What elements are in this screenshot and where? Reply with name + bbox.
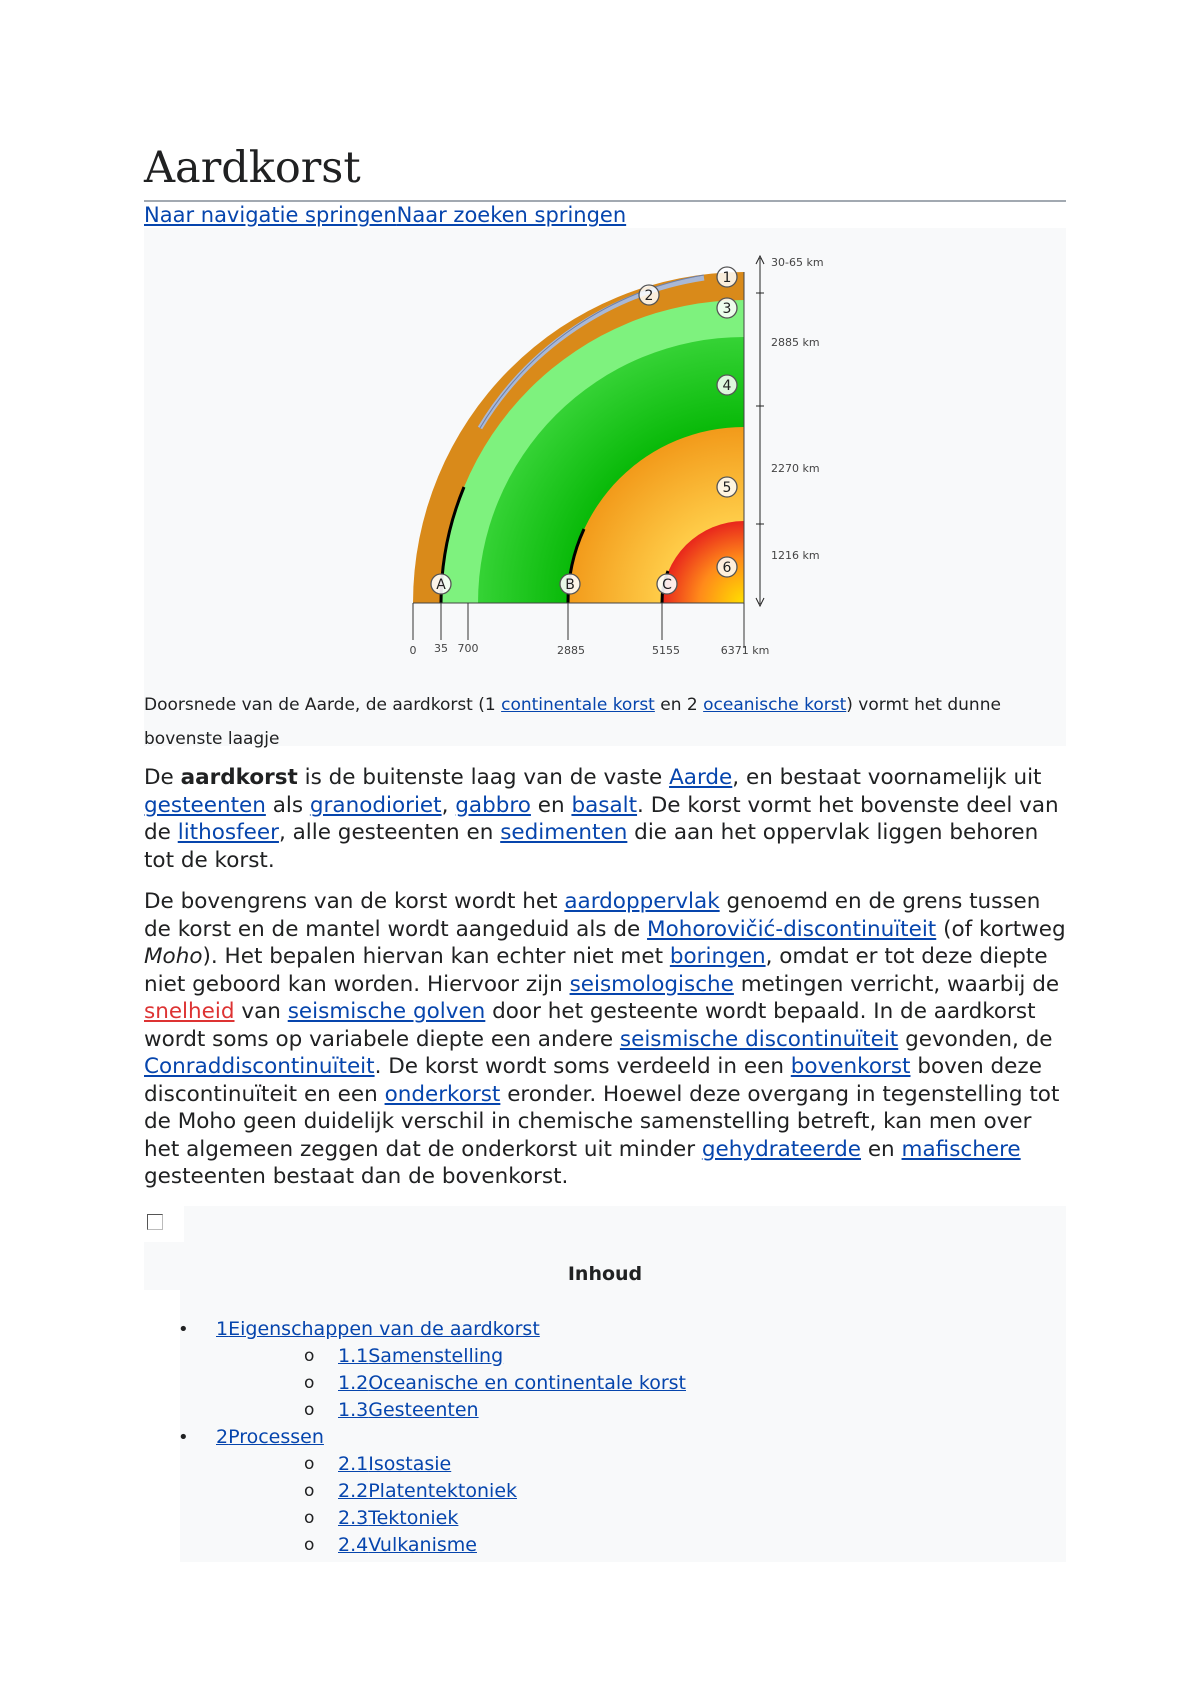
layer-marker-5 xyxy=(717,477,737,497)
table-of-contents xyxy=(144,1206,1066,1562)
jump-to-search-link[interactable]: Naar zoeken springen xyxy=(396,203,627,227)
page-title: Aardkorst xyxy=(144,138,1066,202)
svg-text:6: 6 xyxy=(722,560,732,576)
layer-marker-4 xyxy=(717,375,737,395)
figure-caption: Doorsnede van de Aarde, de aardkorst (1 continentale korst en 2 oceanische korst) vormt het dunne bovenste laagje xyxy=(144,695,1001,749)
toc-item-2-2[interactable]: o 2.2Platentektoniek xyxy=(304,1480,518,1502)
svg-text:A: A xyxy=(436,577,446,593)
link-aardoppervlak[interactable]: aardoppervlak xyxy=(564,889,720,914)
toc-item-2-3[interactable]: o 2.3Tektoniek xyxy=(304,1507,459,1529)
boundary-marker-b xyxy=(560,574,580,594)
link-aarde[interactable]: Aarde xyxy=(669,765,733,790)
svg-text:2: 2 xyxy=(644,288,654,304)
depth-tick-35: 35 xyxy=(434,642,448,655)
link-gehydrateerde[interactable]: gehydrateerde xyxy=(701,1136,861,1162)
link-lithosfeer[interactable]: lithosfeer xyxy=(177,820,279,845)
thickness-label-mantle: 2885 km xyxy=(771,336,820,349)
link-granodioriet[interactable]: granodioriet xyxy=(309,792,442,818)
link-oceanische-korst[interactable]: oceanische korst xyxy=(703,695,847,715)
link-bovenkorst[interactable]: bovenkorst xyxy=(790,1054,911,1079)
layer-marker-6 xyxy=(717,557,737,577)
boundary-marker-a xyxy=(431,574,451,594)
layer-marker-3 xyxy=(717,298,737,318)
toc-item-1-1[interactable]: o 1.1Samenstelling xyxy=(304,1345,504,1367)
toc-item-2-1[interactable]: o 2.1Isostasie xyxy=(304,1453,452,1475)
link-continentale-korst[interactable]: continentale korst xyxy=(501,695,655,715)
toc-item-2-4[interactable]: o 2.4Vulkanisme xyxy=(304,1534,477,1556)
thickness-label-crust: 30-65 km xyxy=(771,256,824,269)
depth-tick-700: 700 xyxy=(457,642,479,655)
toc-item-1-3[interactable]: o 1.3Gesteenten xyxy=(304,1399,479,1421)
toc-item-1[interactable]: • 1Eigenschappen van de aardkorst xyxy=(178,1318,540,1340)
jump-links xyxy=(144,202,626,228)
svg-text:5: 5 xyxy=(722,480,732,496)
layer-marker-1 xyxy=(717,267,737,287)
depth-tick-5155: 5155 xyxy=(652,644,680,657)
toc-title: Inhoud xyxy=(567,1263,643,1285)
svg-text:3: 3 xyxy=(722,301,732,317)
depth-tick-lines xyxy=(413,603,744,640)
paragraph-boundaries: De bovengrens van de korst wordt het aardoppervlak genoemd en de grens tussen de korst en de mantel wordt aangeduid als de Mohorovičić-discontinuïteit (of kortweg Moho). Het bepalen hiervan kan echter niet met boringen, omdat er tot deze diepte niet geboord kan worden. Hiervoor zijn seismologische metingen verricht, waarbij de snelheid van seismische golven door het gesteente wordt bepaald. In de aardkorst wordt soms op variabele diepte een andere seismische discontinuïteit gevonden, de Conraddiscontinuïteit. De korst wordt soms verdeeld in een bovenkorst boven deze discontinuïteit en een onderkorst eronder. Hoewel deze overgang in tegenstelling tot de Moho geen duidelijk verschil in chemische samenstelling betreft, kan men over het algemeen zeggen dat de onderkorst uit minder gehydrateerde en mafischere gesteenten bestaat dan de bovenkorst. xyxy=(144,889,1066,1189)
link-gabbro[interactable]: gabbro xyxy=(455,792,531,818)
link-snelheid[interactable]: snelheid xyxy=(144,999,235,1024)
layer-marker-2 xyxy=(639,285,659,305)
link-conraddiscontinuiteit[interactable]: Conraddiscontinuïteit xyxy=(144,1054,375,1079)
svg-text:C: C xyxy=(662,577,672,593)
link-basalt[interactable]: basalt xyxy=(571,792,638,818)
paragraph-intro: De aardkorst is de buitenste laag van de vaste Aarde, en bestaat voornamelijk uit gesteenten als granodioriet, gabbro en basalt. De korst vormt het bovenste deel van de lithosfeer, alle gesteenten en sedimenten die aan het oppervlak liggen behoren tot de korst. xyxy=(144,765,1059,873)
link-seismologische[interactable]: seismologische xyxy=(569,971,734,997)
boundary-marker-c xyxy=(657,574,677,594)
link-seismische-discontinuiteit[interactable]: seismische discontinuïteit xyxy=(619,1026,899,1052)
link-moho[interactable]: Mohorovičić-discontinuïteit xyxy=(647,916,937,942)
svg-text:1: 1 xyxy=(722,270,732,286)
link-mafischere[interactable]: mafischere xyxy=(901,1136,1021,1162)
link-sedimenten[interactable]: sedimenten xyxy=(500,820,628,845)
earth-cross-section-diagram xyxy=(144,228,1066,657)
link-gesteenten[interactable]: gesteenten xyxy=(144,792,266,818)
svg-text:4: 4 xyxy=(722,378,732,394)
thickness-label-inner-core: 1216 km xyxy=(771,549,820,562)
link-seismische-golven[interactable]: seismische golven xyxy=(287,999,486,1024)
link-boringen[interactable]: boringen xyxy=(669,944,766,969)
depth-tick-0: 0 xyxy=(409,644,417,657)
toc-toggle-checkbox[interactable] xyxy=(144,1206,184,1242)
svg-text:B: B xyxy=(565,577,575,593)
thickness-scale xyxy=(756,256,764,606)
depth-tick-2885: 2885 xyxy=(557,644,585,657)
toc-item-1-2[interactable]: o 1.2Oceanische en continentale korst xyxy=(304,1372,686,1394)
earth-cross-section-figure xyxy=(144,228,1066,749)
thickness-label-outer-core: 2270 km xyxy=(771,462,820,475)
link-onderkorst[interactable]: onderkorst xyxy=(384,1081,501,1107)
jump-to-navigation-link[interactable]: Naar navigatie springen xyxy=(144,203,397,227)
toc-item-2[interactable]: • 2Processen xyxy=(178,1426,324,1448)
depth-tick-6371: 6371 km xyxy=(720,644,770,657)
